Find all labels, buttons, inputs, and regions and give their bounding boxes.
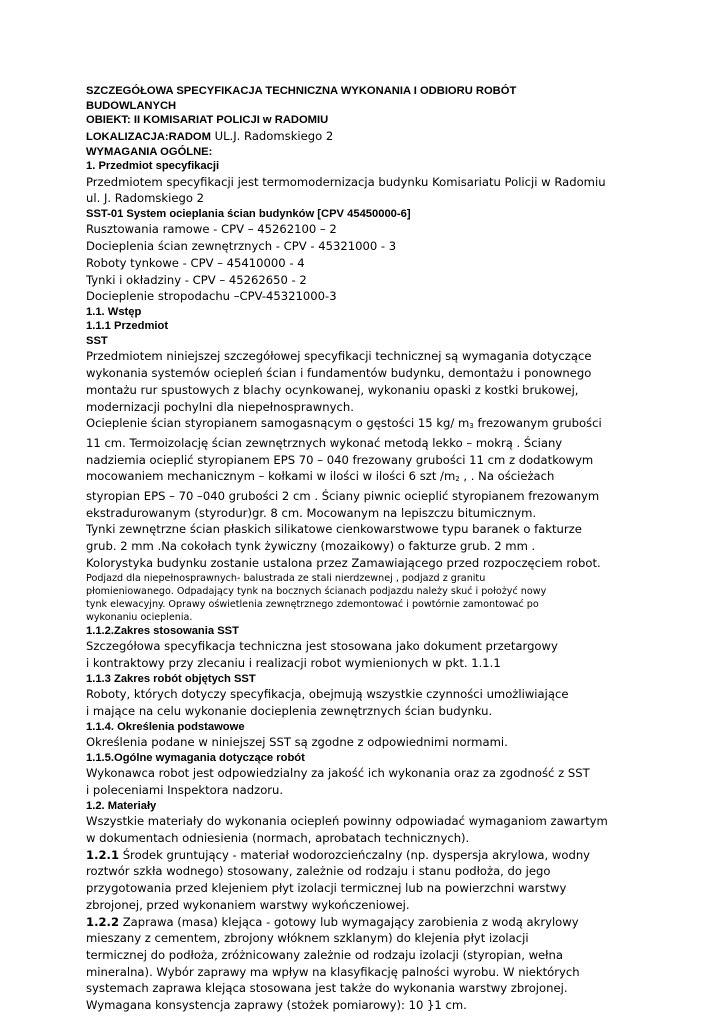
- intro-line: ul. J. Radomskiego 2: [86, 191, 205, 206]
- ramp-line: Podjazd dla niepełnosprawnych- balustrada ze stali nierdzewnej , podjazd z granitu: [86, 572, 486, 584]
- section-1-2-2-paragraph: [86, 914, 686, 1014]
- object-line: OBIEKT: II KOMISARIAT POLICJI w RADOMIU: [86, 114, 329, 126]
- unit-subscript: 3: [469, 422, 474, 431]
- cpv-item: Docieplenie stropodachu –CPV-45321000-3: [86, 289, 337, 304]
- ramp-line: tynk elewacyjny. Oprawy oświetlenia zewnętrznego zdemontować i powtórnie zamontować po: [86, 598, 539, 610]
- cpv-list: [86, 221, 686, 305]
- insulation-text: Ocieplenie ścian styropianem samogasnącym o gęstości 15 kg/ m: [86, 416, 470, 431]
- section-1-1-5-heading: 1.1.5.Ogólne wymagania dotyczące robót: [86, 751, 305, 764]
- scope-line: modernizacji pochylni dla niepełnosprawnych.: [86, 399, 354, 414]
- plaster-line: grub. 2 mm .Na cokołach tynk żywiczny (mozaikowy) o fakturze grub. 2 mm .: [86, 539, 536, 554]
- unit-subscript: 2: [455, 475, 460, 484]
- insulation-paragraph: [86, 415, 686, 521]
- section-1-1-2-paragraph: [86, 638, 686, 671]
- section-1-2-1-paragraph: [86, 847, 686, 914]
- section-1-2-paragraph: [86, 813, 686, 846]
- paragraph-line: Wykonawca robot jest odpowiedzialny za jakość ich wykonania oraz za zgodność z SST: [86, 766, 590, 781]
- insulation-line: [86, 415, 686, 435]
- section-1-1-5-paragraph: [86, 765, 686, 798]
- paragraph-line: Wymagana konsystencja zaprawy (stożek pomiarowy): 10 }1 cm.: [86, 998, 467, 1013]
- sst01-heading: SST-01 System ocieplania ścian budynków [CPV 45450000-6]: [86, 207, 411, 220]
- paragraph-line: Wszystkie materiały do wykonania ociepleń powinny odpowiadać wymaganiom zawartym: [86, 814, 608, 829]
- scope-line: Przedmiotem niniejszej szczegółowej specyfikacji technicznej są wymagania dotyczące: [86, 349, 592, 364]
- insulation-line: nadziemia ocieplić styropianem EPS 70 – 040 frezowany grubości 11 cm z dodatkowym: [86, 452, 594, 467]
- general-requirements-heading: [86, 145, 686, 174]
- section-1-heading: 1. Przedmiot specyfikacji: [86, 160, 220, 172]
- insulation-text: mocowaniem mechanicznym – kołkami w ilości w ilości 6 szt /m: [86, 469, 456, 484]
- paragraph-line: [86, 847, 686, 864]
- paragraph-line: i kontraktowy przy zlecaniu i realizacji robot wymienionych w pkt. 1.1.1: [86, 656, 501, 671]
- document-page: [86, 84, 686, 1014]
- plaster-line: Tynki zewnętrzne ścian płaskich silikatowe cienkowarstwowe typu baranek o fakturze: [86, 522, 582, 537]
- cpv-item: Docieplenia ścian zewnętrznych - CPV - 45321000 - 3: [86, 239, 397, 254]
- section-1-1-2-heading: 1.1.2.Zakres stosowania SST: [86, 624, 239, 637]
- plaster-line: Kolorystyka budynku zostanie ustalona przez Zamawiającego przed rozpoczęciem robot.: [86, 555, 601, 570]
- paragraph-line: systemach zaprawa klejąca stosowana jest także do wykonania warstwy zbrojonej.: [86, 981, 568, 996]
- paragraph-line: przygotowania przed klejeniem płyt izolacji termicznej lub na powierzchni warstwy: [86, 881, 567, 896]
- scope-line: montażu rur spustowych z blachy ocynkowanej, wykonaniu opaski z kostki brukowej,: [86, 382, 579, 397]
- item-number: 1.2.2: [86, 914, 120, 929]
- location-line: [86, 128, 686, 145]
- cpv-item: Roboty tynkowe - CPV – 45410000 - 4: [86, 255, 305, 270]
- paragraph-line: Określenia podane w niniejszej SST są zgodne z odpowiednimi normami.: [86, 735, 508, 750]
- item-number: 1.2.1: [86, 847, 120, 862]
- scope-line: wykonania systemów ociepleń ścian i fundamentów budynku, demontażu i ponownego: [86, 366, 592, 381]
- insulation-line: [86, 468, 686, 488]
- scope-paragraph: [86, 348, 686, 415]
- item-text: Zaprawa (masa) klejąca - gotowy lub wymagający zarobienia z wodą akrylowy: [119, 914, 579, 929]
- cpv-item: Tynki i okładziny - CPV – 45262650 - 2: [86, 272, 307, 287]
- paragraph-line: zbrojonej, przed wykonaniem warstwy wykończeniowej.: [86, 897, 410, 912]
- section-1-1-label: 1.1. Wstęp: [86, 305, 142, 318]
- plaster-paragraph: [86, 521, 686, 571]
- paragraph-line: mineralna). Wybór zaprawy ma wpływ na klasyfikację palności wyrobu. W niektórych: [86, 964, 580, 979]
- paragraph-line: mieszany z cementem, zbrojony włóknem szklanym) do klejenia płyt izolacji: [86, 931, 529, 946]
- general-requirements-label: WYMAGANIA OGÓLNE:: [86, 145, 213, 158]
- paragraph-line: w dokumentach odniesienia (normach, aprobatach technicznych).: [86, 831, 470, 846]
- cpv-item: Rusztowania ramowe - CPV – 45262100 – 2: [86, 222, 337, 237]
- section-1-1-3-heading: 1.1.3 Zakres robót objętych SST: [86, 672, 256, 685]
- insulation-text: frezowanym grubości: [473, 416, 602, 431]
- paragraph-line: i poleceniami Inspektora nadzoru.: [86, 783, 284, 798]
- section-1-1-4-paragraph: [86, 734, 686, 751]
- intro-paragraph: [86, 174, 686, 207]
- insulation-line: 11 cm. Termoizolację ścian zewnętrznych wykonać metodą lekko – mokrą . Ściany: [86, 435, 563, 450]
- insulation-line: ekstradurowanym (styrodur)gr. 8 cm. Mocowanym na lepiszczu bitumicznym.: [86, 505, 537, 520]
- paragraph-line: Roboty, których dotyczy specyfikacja, obejmują wszystkie czynności umożliwiające: [86, 687, 569, 702]
- ramp-line: wykonaniu ocieplenia.: [86, 611, 193, 623]
- location-label: LOKALIZACJA:RADOM: [86, 130, 211, 143]
- intro-line: Przedmiotem specyfikacji jest termomodernizacja budynku Komisariatu Policji w Radomiu: [86, 174, 606, 189]
- ramp-line: płomieniowanego. Odpadający tynk na bocznych ścianach podjazdu należy skuć i położyć nowy: [86, 585, 547, 597]
- section-1-1-1-label: 1.1.1 Przedmiot: [86, 320, 169, 333]
- ramp-paragraph: [86, 572, 686, 624]
- section-1-1-heading: [86, 305, 686, 349]
- item-text: Środek gruntujący - materiał wodorozcieńczalny (np. dyspersja akrylowa, wodny: [119, 847, 591, 862]
- paragraph-line: roztwór szkła wodnego) stosowany, zależnie od rodzaju i stanu podłoża, do jego: [86, 864, 551, 879]
- paragraph-line: [86, 914, 686, 931]
- section-1-1-1-sst-label: SST: [86, 334, 108, 347]
- section-1-1-4-heading: 1.1.4. Określenia podstawowe: [86, 720, 245, 733]
- document-title: [86, 84, 686, 128]
- paragraph-line: termicznej do podłoża, zróżnicowany zależnie od rodzaju izolacji (styropian, wełna: [86, 947, 563, 962]
- insulation-text: , . Na ościeżach: [459, 469, 555, 484]
- location-value: UL.J. Radomskiego 2: [210, 128, 334, 143]
- title-line-2: BUDOWLANYCH: [86, 99, 177, 112]
- paragraph-line: i mające na celu wykonanie docieplenia zewnętrznych ścian budynku.: [86, 704, 493, 719]
- title-line-1: SZCZEGÓŁOWA SPECYFIKACJA TECHNICZNA WYKONANIA I ODBIORU ROBÓT: [86, 85, 517, 97]
- section-1-1-3-paragraph: [86, 686, 686, 719]
- section-1-2-heading: 1.2. Materiały: [86, 799, 157, 812]
- paragraph-line: Szczegółowa specyfikacja techniczna jest stosowana jako dokument przetargowy: [86, 639, 558, 654]
- insulation-line: styropian EPS – 70 –040 grubości 2 cm . Ściany piwnic ocieplić styropianem frezowanym: [86, 489, 600, 504]
